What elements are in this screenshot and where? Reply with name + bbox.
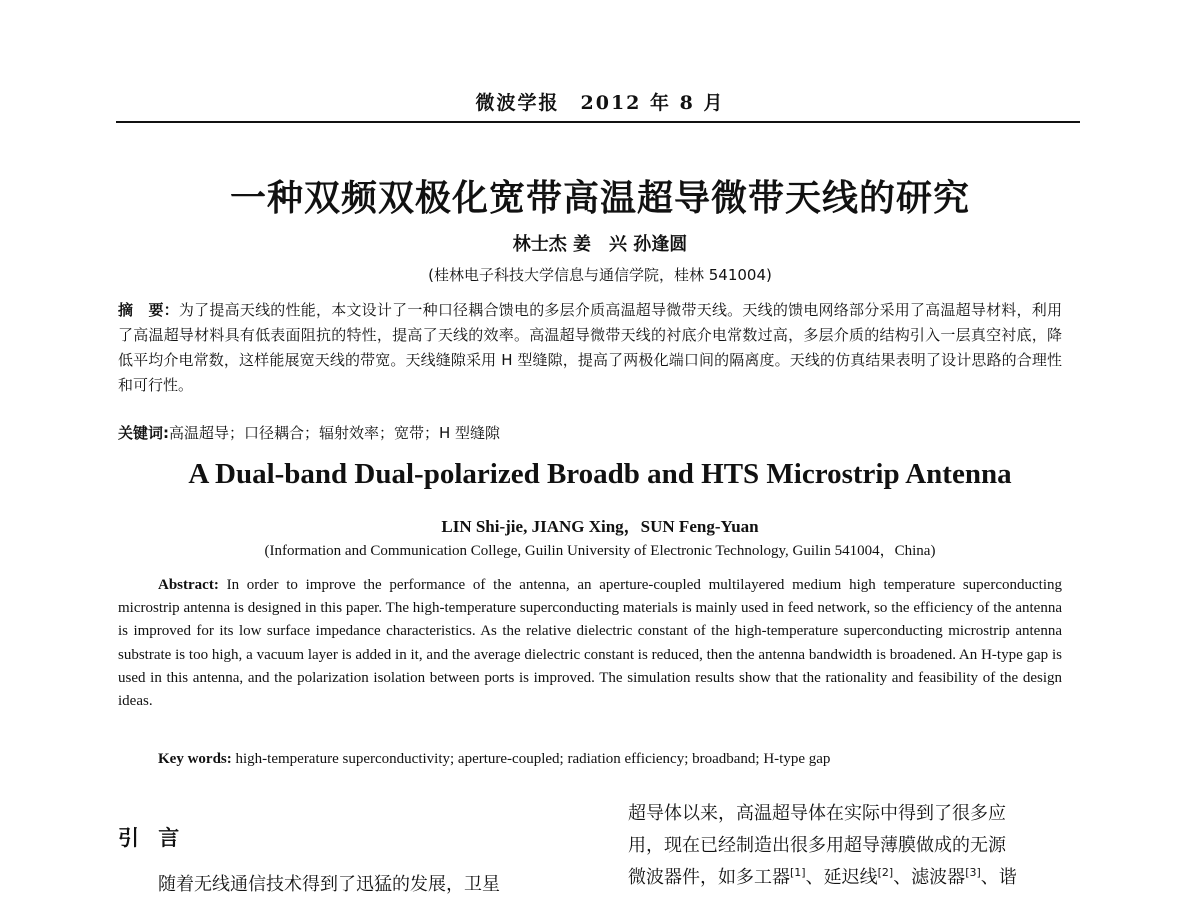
english-keywords-text: high-temperature superconductivity; aperture-coupled; radiation efficiency; broadband; H-type gap (231, 751, 831, 767)
right-line3-part-b: 、延迟线 (805, 867, 878, 888)
chinese-abstract-text: 为了提高天线的性能，本文设计了一种口径耦合馈电的多层介质高温超导微带天线。天线的馈电网络部分采用了高温超导材料，利用了高温超导材料具有低表面阻抗的特性，提高了天线的效率。高温超导微带天线的衬底介电常数过高，多层介质的结构引入一层真空衬底，降低平均介电常数，这样能展宽天线的带宽。天线缝隙采用 H 型缝隙，提高了两极化端口间的隔离度。天线的仿真结果表明了设计思路的合理性和可行性。 (118, 301, 1062, 394)
english-affiliation: (Information and Communication College, Guilin University of Electronic Technology, Guilin 541004，China) (264, 543, 936, 559)
english-abstract (118, 574, 1062, 713)
chinese-keywords-label: 关键词: (118, 424, 169, 442)
chinese-title: 一种双频双极化宽带高温超导微带天线的研究 (229, 178, 970, 219)
english-title: A Dual-band Dual-polarized Broadb and HTS Microstrip Antenna (188, 458, 1012, 490)
right-line3-part-a: 微波器件，如多工器 (628, 867, 790, 888)
citation-1[interactable]: [1] (790, 866, 806, 879)
header-rule (116, 121, 1080, 123)
chinese-affiliation: (桂林电子科技大学信息与通信学院，桂林 541004) (428, 266, 772, 284)
english-keywords-label: Key words: (158, 751, 232, 767)
english-abstract-label: Abstract: (158, 577, 219, 593)
journal-header: 微波学报 2012 年 8 月 (475, 92, 725, 114)
chinese-keywords-text: 高温超导；口径耦合；辐射效率；宽带；H 型缝隙 (169, 424, 501, 442)
english-abstract-paragraph (118, 574, 1062, 713)
citation-3[interactable]: [3] (965, 866, 981, 879)
chinese-keywords (118, 422, 1062, 444)
right-column-body (628, 798, 1073, 894)
right-column-line-3 (628, 862, 1073, 894)
citation-2[interactable]: [2] (877, 866, 894, 879)
left-column-body: 随着无线通信技术得到了迅猛的发展，卫星 (158, 874, 500, 895)
introduction-heading: 引 言 (118, 826, 186, 850)
chinese-authors: 林士杰 姜 兴 孙逢圆 (512, 234, 688, 255)
english-abstract-text: In order to improve the performance of the antenna, an aperture-coupled multilayered medium high temperature superconducting microstrip antenna is designed in this paper. The high-temperature superconducting materials is mainly used in feed network, so the efficiency of the antenna is improved for its low surface impedance characteristics. As the relative dielectric constant of the high-temperature superconducting microstrip antenna substrate is too high, a vacuum layer is added in it, and the average dielectric constant is reduced, then the antenna bandwidth is broadened. An H-type gap is used in this antenna, and the polarization isolation between ports is improved. The simulation results show that the rationality and feasibility of the design ideas. (118, 577, 1062, 710)
right-column-line-1: 超导体以来，高温超导体在实际中得到了很多应 (628, 803, 1006, 824)
chinese-abstract-label: 摘 要： (118, 301, 179, 319)
right-column-line-2: 用，现在已经制造出很多用超导薄膜做成的无源 (628, 835, 1006, 856)
right-line3-part-d: 、谐 (980, 867, 1017, 888)
english-keywords (158, 748, 1062, 770)
right-line3-part-c: 、滤波器 (893, 867, 966, 888)
chinese-abstract (118, 298, 1062, 398)
english-authors: LIN Shi-jie, JIANG Xing，SUN Feng-Yuan (441, 517, 759, 536)
